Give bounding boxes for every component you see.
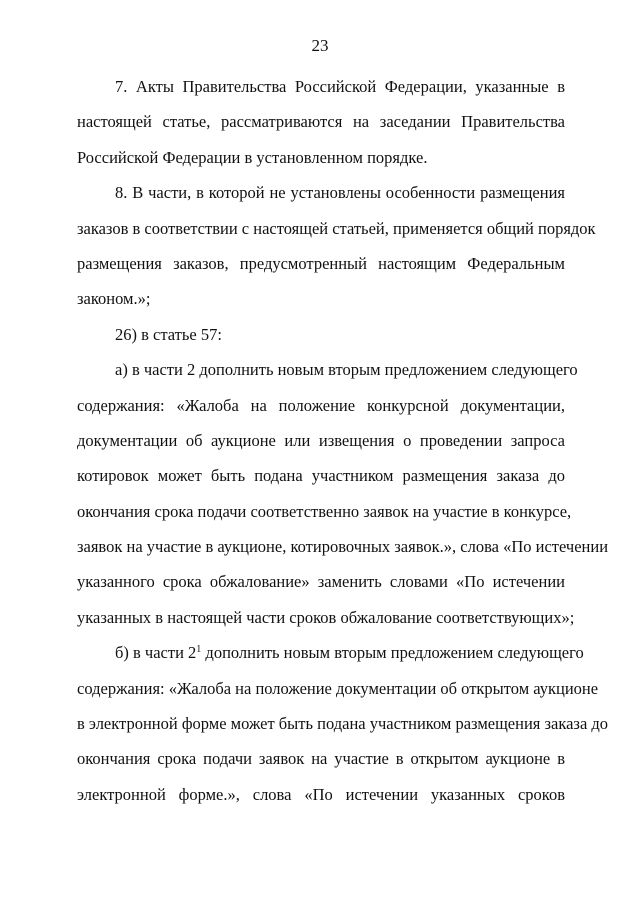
text-line: [77, 352, 578, 387]
text-line-content: окончания срока подачи соответственно заявок на участие в конкурсе,: [77, 501, 572, 521]
text-line-content: документации об аукционе или извещения о проведении запроса: [77, 430, 565, 450]
text-line-content: 7. Акты Правительства Российской Федерации, указанные в: [115, 77, 565, 96]
document-body: [77, 69, 609, 812]
text-line: [77, 635, 584, 670]
text-line-content: указанного срока обжалование» заменить словами «По истечении: [77, 572, 565, 592]
superscript: 1: [196, 644, 202, 656]
text-line-content: электронной форме.», слова «По истечении указанных сроков: [77, 784, 565, 804]
text-line: [77, 388, 565, 423]
text-line: [77, 104, 565, 139]
text-line: [77, 423, 565, 458]
text-line: [77, 317, 565, 352]
text-line-content: а) в части 2 дополнить новым вторым предложением следующего: [115, 360, 578, 380]
text-line-content: заказов в соответствии с настоящей статьей, применяется общий порядок: [77, 218, 596, 238]
text-line-content: заявок на участие в аукционе, котировочных заявок.», слова «По истечении: [77, 537, 609, 557]
text-line-content: б) в части 2: [115, 643, 197, 663]
text-line-continuation: дополнить новым вторым предложением следующего: [201, 643, 584, 663]
text-line: [77, 494, 572, 529]
text-line-content: 26) в статье 57:: [115, 324, 222, 344]
text-line: [77, 211, 596, 246]
text-line: [77, 529, 609, 564]
text-line-content: Российской Федерации в установленном порядке.: [77, 147, 428, 167]
text-line-content: содержания: «Жалоба на положение документации об открытом аукционе: [77, 678, 599, 698]
text-line-content: законом.»;: [77, 289, 151, 309]
text-line: [77, 281, 565, 316]
text-line: [77, 777, 565, 812]
text-line: [77, 458, 565, 493]
text-line: [77, 140, 565, 175]
text-line: [77, 246, 565, 281]
text-line: [77, 741, 565, 776]
text-line-content: размещения заказов, предусмотренный настоящим Федеральным: [77, 253, 565, 273]
text-line: [77, 69, 565, 104]
text-line-content: котировок может быть подана участником размещения заказа до: [77, 466, 565, 486]
text-line-content: окончания срока подачи заявок на участие в открытом аукционе в: [77, 749, 565, 769]
page-number: 23: [311, 36, 329, 55]
text-line-content: содержания: «Жалоба на положение конкурсной документации,: [77, 395, 565, 415]
text-line: [77, 600, 575, 635]
text-line-content: настоящей статье, рассматриваются на заседании Правительства: [77, 112, 565, 132]
text-line: [77, 671, 599, 706]
text-line-content: указанных в настоящей части сроков обжалование соответствующих»;: [77, 607, 575, 627]
text-line-content: в электронной форме может быть подана участником размещения заказа до: [77, 714, 609, 734]
text-line: [77, 706, 609, 741]
text-line: [77, 175, 565, 210]
text-line-content: 8. В части, в которой не установлены особенности размещения: [115, 183, 565, 203]
text-line: [77, 564, 565, 599]
